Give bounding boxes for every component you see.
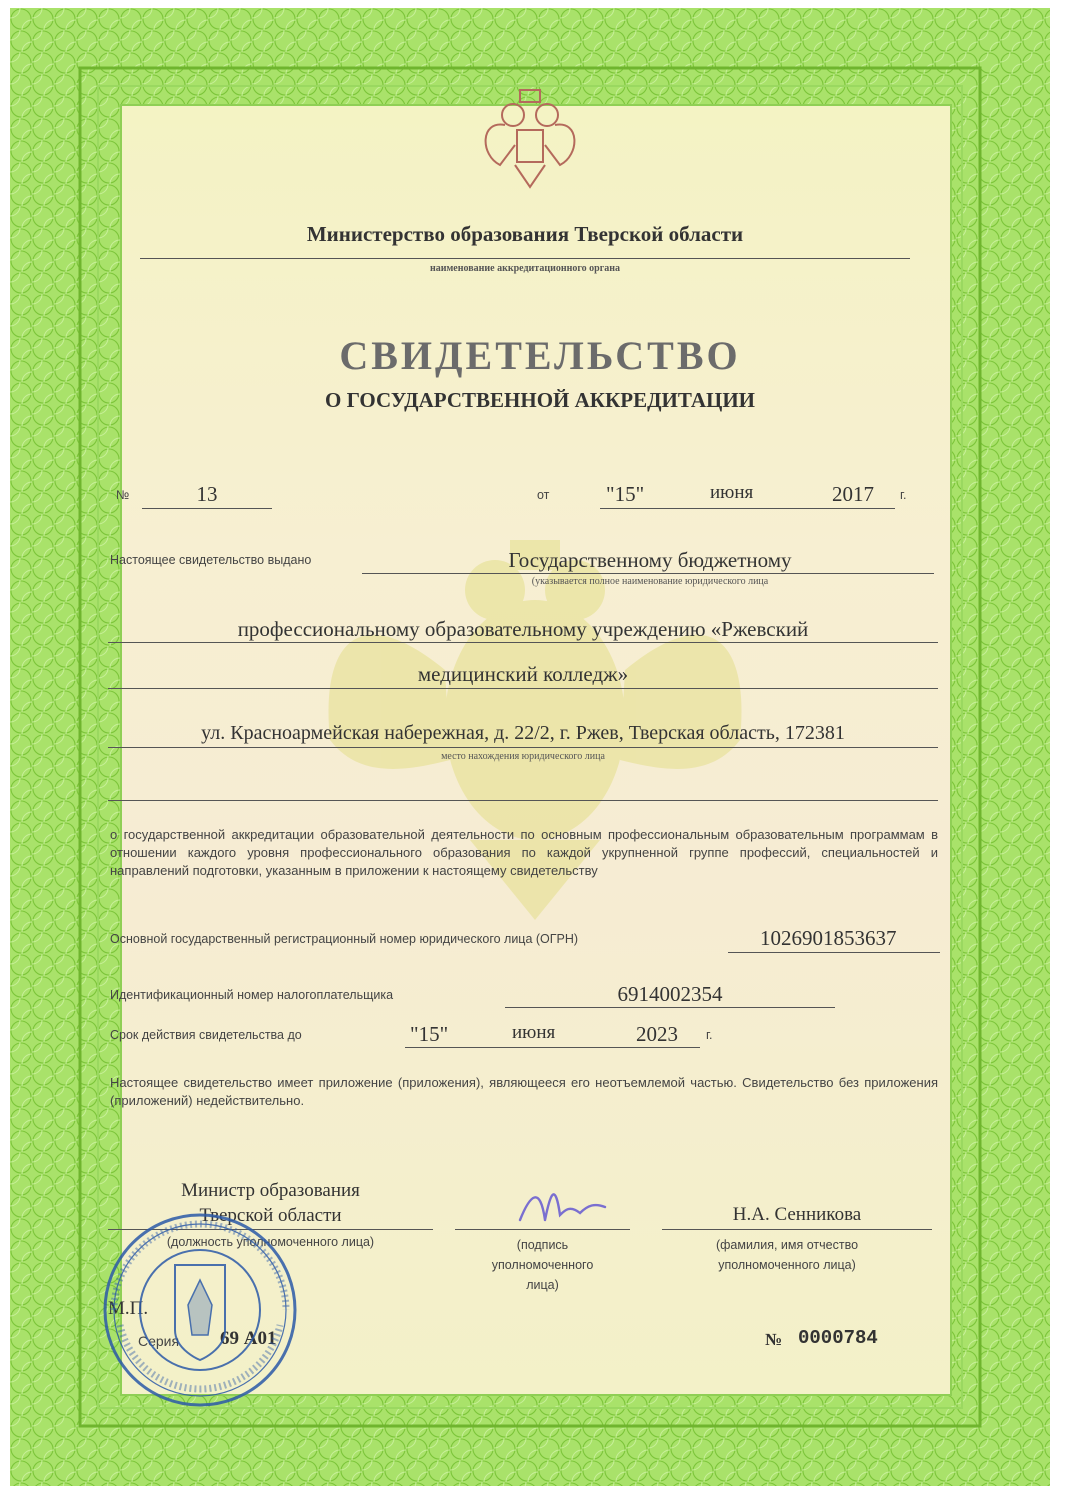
official-stamp-seal bbox=[100, 1210, 300, 1410]
address-underline bbox=[108, 747, 938, 748]
signature-caption-line-3: лица) bbox=[526, 1278, 559, 1292]
year-suffix: г. bbox=[900, 488, 907, 502]
authority-caption: наименование аккредитационного органа bbox=[429, 263, 621, 274]
ogrn-value: 1026901853637 bbox=[760, 926, 897, 950]
signer-position-line-1: Министр образования bbox=[181, 1180, 360, 1201]
name-caption bbox=[662, 1235, 912, 1275]
validity-month: июня bbox=[512, 1022, 556, 1043]
issue-year: 2017 bbox=[832, 482, 874, 506]
from-label: от bbox=[537, 488, 550, 502]
issued-label: Настоящее свидетельство выдано bbox=[110, 553, 312, 567]
accreditation-paragraph: о государственной аккредитации образовательной деятельности по основным профессиональным образовательным программам в отношении каждого уровня профессионального образования по каждой укрупненной группе профессий, специальностей и направлений подготовки, указанным в приложении к настоящему свидетельству bbox=[110, 827, 938, 878]
signature-mark bbox=[510, 1175, 610, 1235]
address: ул. Красноармейская набережная, д. 22/2, г. Ржев, Тверская область, 172381 bbox=[201, 722, 845, 744]
issued-line-2: профессиональному образовательному учреждению «Ржевский bbox=[237, 617, 809, 641]
validity-suffix: г. bbox=[706, 1028, 713, 1042]
form-number-label: № bbox=[765, 1330, 783, 1349]
name-caption-line-2: уполномоченного лица) bbox=[718, 1258, 856, 1272]
signature-caption bbox=[455, 1235, 630, 1295]
validity-year: 2023 bbox=[636, 1022, 678, 1046]
validity-underline bbox=[405, 1047, 700, 1048]
address-caption: место нахождения юридического лица bbox=[441, 751, 605, 762]
issued-line-1: Государственному бюджетному bbox=[508, 548, 792, 572]
position-caption: (должность уполномоченного лица) bbox=[166, 1235, 375, 1249]
issued-underline-3 bbox=[108, 688, 938, 689]
issued-line-3: медицинский колледж» bbox=[417, 662, 629, 686]
authority-underline bbox=[140, 258, 910, 259]
certificate-number: 13 bbox=[196, 482, 218, 506]
signature-caption-line-1: (подпись bbox=[516, 1238, 569, 1252]
authority-name: Министерство образования Тверской области bbox=[306, 222, 744, 246]
certificate-title: СВИДЕТЕЛЬСТВО bbox=[339, 333, 741, 378]
validity-day: "15" bbox=[410, 1022, 449, 1046]
ogrn-underline bbox=[728, 952, 940, 953]
signer-name: Н.А. Сенникова bbox=[732, 1204, 862, 1225]
signature-caption-line-2: уполномоченного bbox=[491, 1258, 594, 1272]
number-label: № bbox=[116, 488, 130, 502]
issue-month: июня bbox=[710, 482, 754, 503]
number-underline bbox=[142, 508, 272, 509]
issued-caption: (указывается полное наименование юридического лица bbox=[531, 576, 769, 587]
signature-underline bbox=[455, 1229, 630, 1230]
series-value: 69 А01 bbox=[220, 1328, 277, 1349]
inn-label: Идентификационный номер налогоплательщика bbox=[110, 988, 394, 1002]
blank-underline bbox=[108, 800, 938, 801]
ogrn-label: Основной государственный регистрационный номер юридического лица (ОГРН) bbox=[110, 932, 579, 946]
mp-label: М.П. bbox=[108, 1298, 149, 1319]
validity-label: Срок действия свидетельства до bbox=[110, 1028, 302, 1042]
inn-underline bbox=[505, 1007, 835, 1008]
series-label: Серия bbox=[138, 1333, 180, 1349]
form-number: 0000784 bbox=[798, 1327, 878, 1349]
issued-underline-1 bbox=[362, 573, 934, 574]
appendix-paragraph: Настоящее свидетельство имеет приложение (приложения), являющееся его неотъемлемой частью. Свидетельство без приложения (приложений) недействительно. bbox=[110, 1075, 938, 1108]
inn-value: 6914002354 bbox=[617, 982, 723, 1006]
name-underline bbox=[662, 1229, 932, 1230]
certificate-subtitle: О ГОСУДАРСТВЕННОЙ АККРЕДИТАЦИИ bbox=[324, 388, 756, 412]
issued-underline-2 bbox=[108, 642, 938, 643]
signer-position-line-2: Тверской области bbox=[199, 1205, 342, 1226]
date-underline bbox=[600, 508, 895, 509]
name-caption-line-1: (фамилия, имя отчество bbox=[715, 1238, 859, 1252]
issue-day: "15" bbox=[606, 482, 645, 506]
coat-of-arms-icon bbox=[475, 85, 585, 195]
